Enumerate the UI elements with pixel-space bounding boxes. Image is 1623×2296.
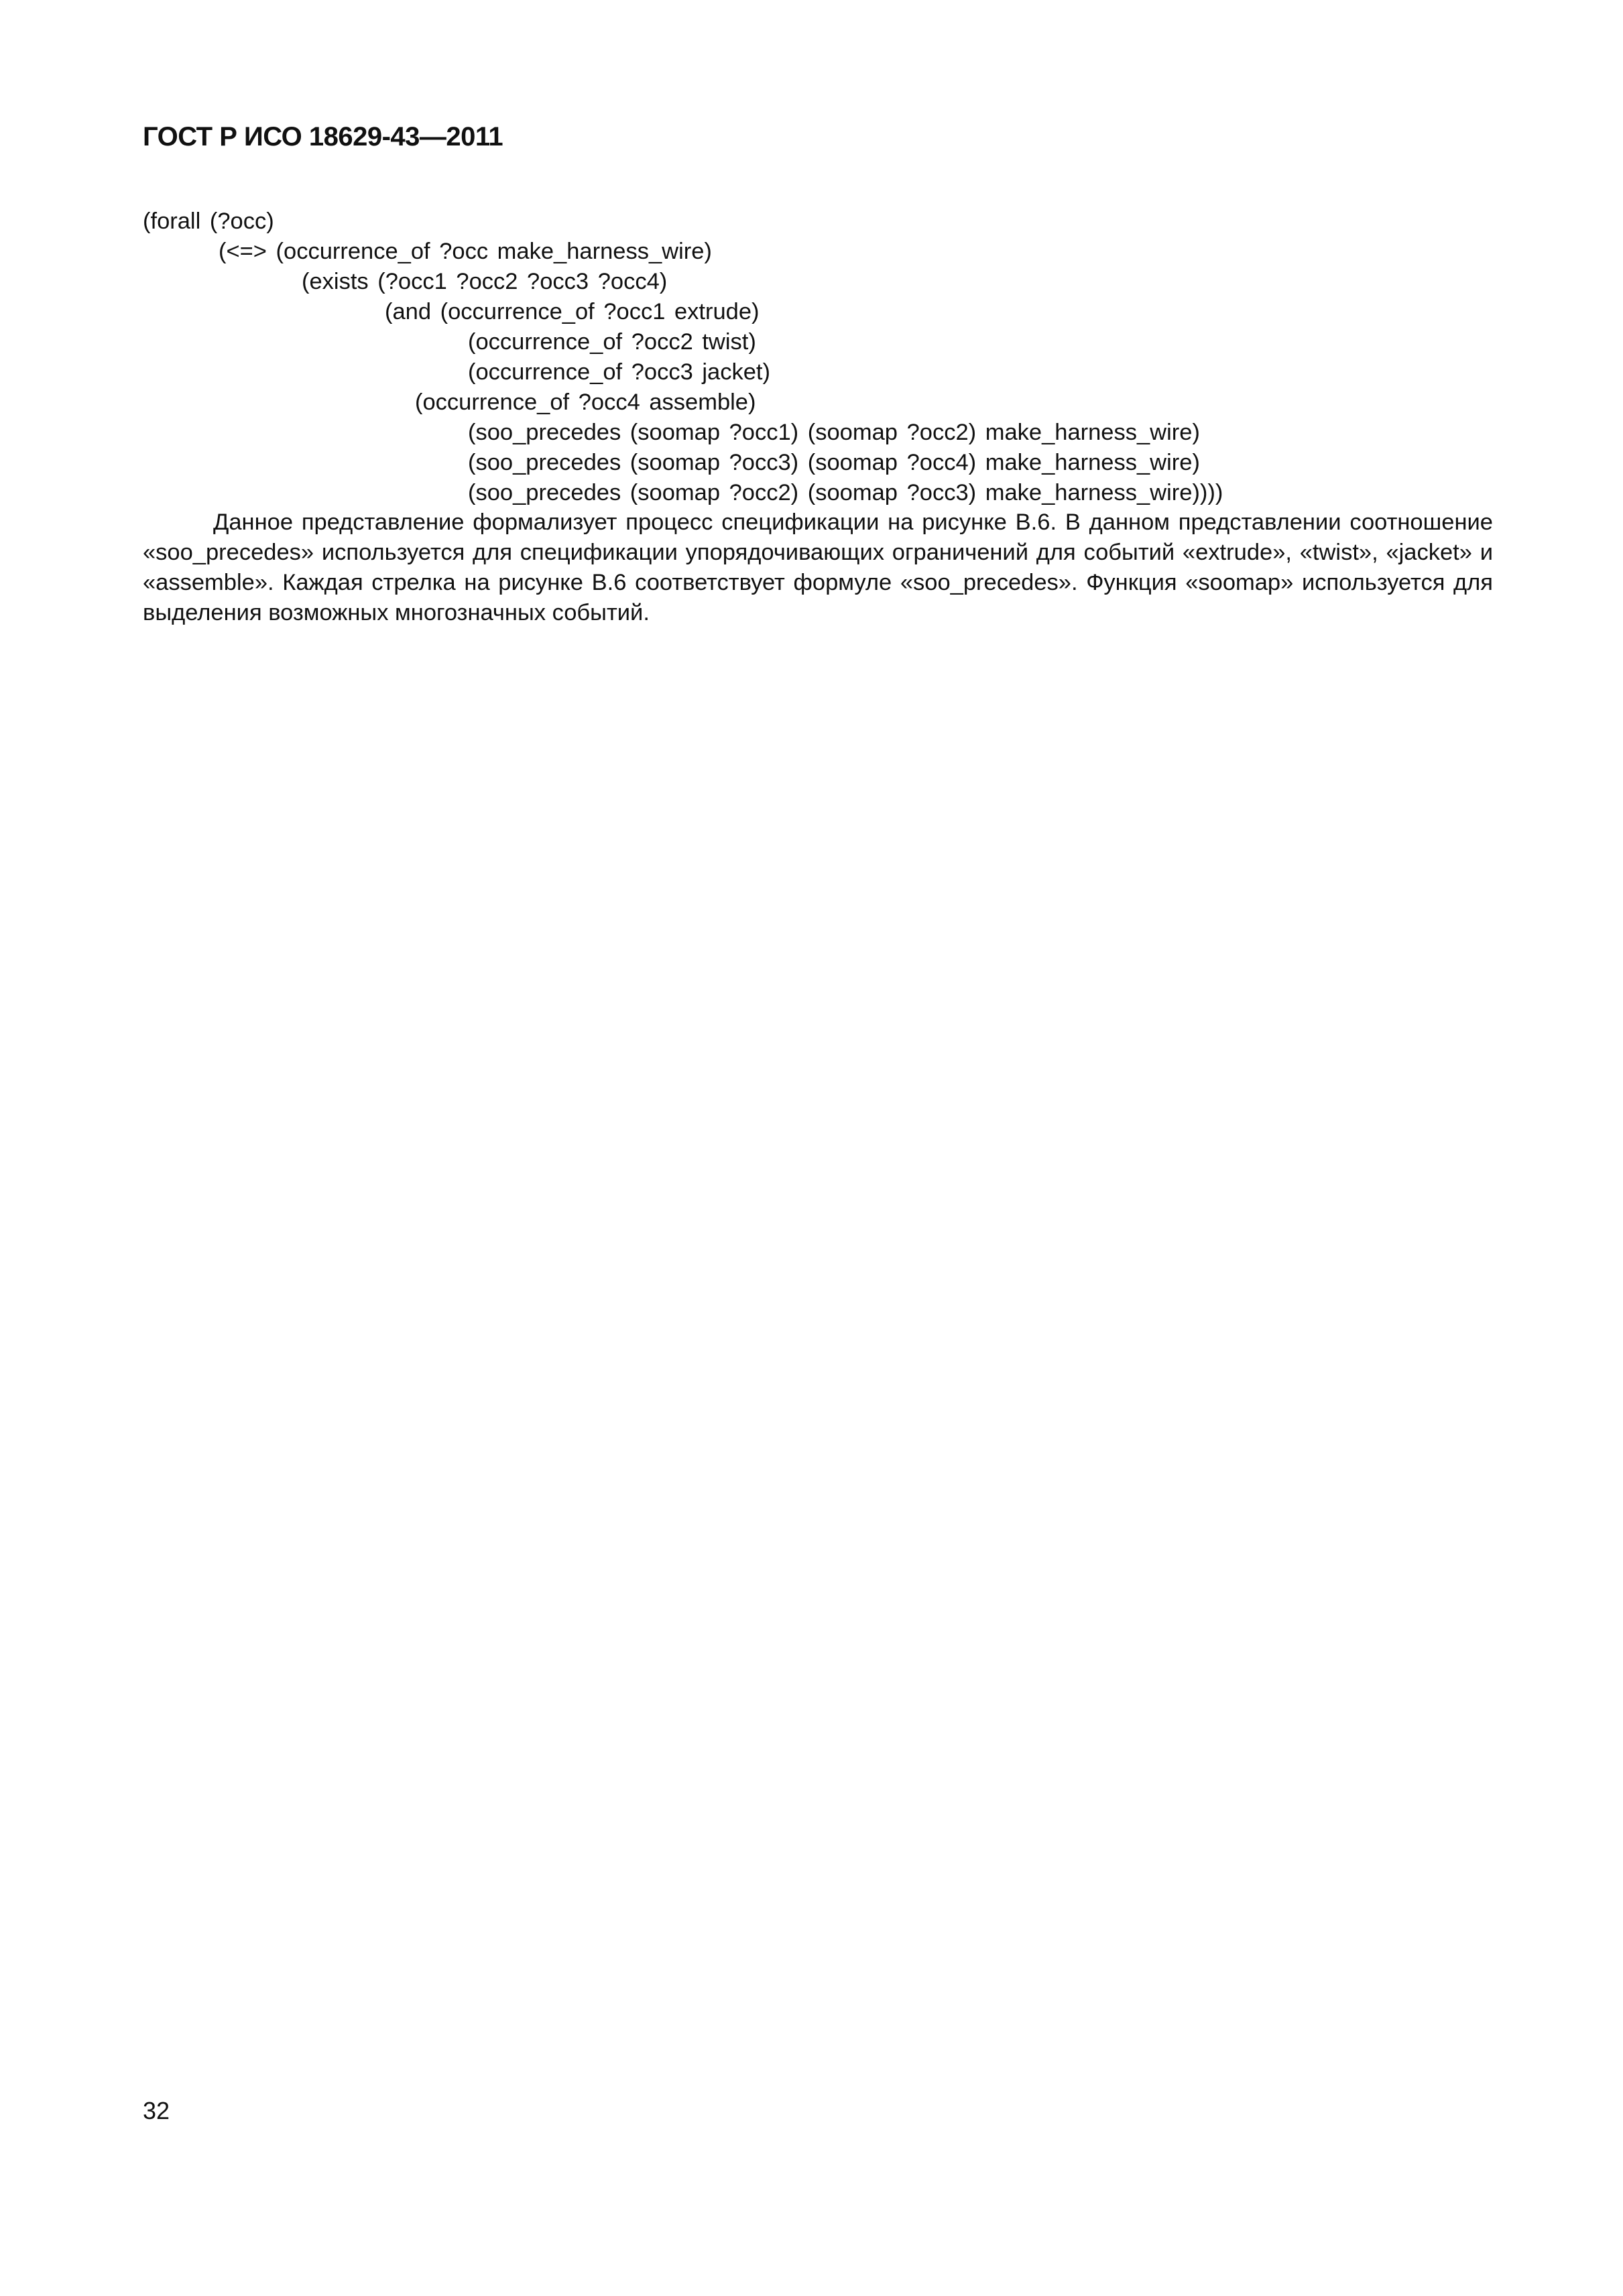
document-header: ГОСТ Р ИСО 18629-43—2011 [143,122,503,152]
formula-line: (soo_precedes (soomap ?occ1) (soomap ?occ2) make_harness_wire) [468,420,1200,445]
page-number: 32 [143,2097,170,2124]
formula-line: (<=> (occurrence_of ?occ make_harness_wire) [219,239,712,264]
formula-line: (occurrence_of ?occ2 twist) [468,329,756,355]
formula-line: (forall (?occ) [143,208,274,234]
formula-line: (soo_precedes (soomap ?occ2) (soomap ?occ3) make_harness_wire)))) [468,480,1223,505]
formula-line: (occurrence_of ?occ3 jacket) [468,359,770,385]
formula-line: (soo_precedes (soomap ?occ3) (soomap ?occ4) make_harness_wire) [468,450,1200,475]
formula-line: (occurrence_of ?occ4 assemble) [415,389,756,415]
formula-line: (and (occurrence_of ?occ1 extrude) [385,299,760,324]
formula-line: (exists (?occ1 ?occ2 ?occ3 ?occ4) [302,269,668,294]
body-paragraph: Данное представление формализует процесс спецификации на рисунке В.6. В данном представлении соотношение «soo_precedes» используется для спецификации упорядочивающих ограничений для событий «extrude», «twist», «jacket» и «assemble». Каждая стрелка на рисунке В.6 соответствует формуле «soo_precedes». Функция «soomap» используется для выделения возможных многозначных событий. [143,509,1493,625]
